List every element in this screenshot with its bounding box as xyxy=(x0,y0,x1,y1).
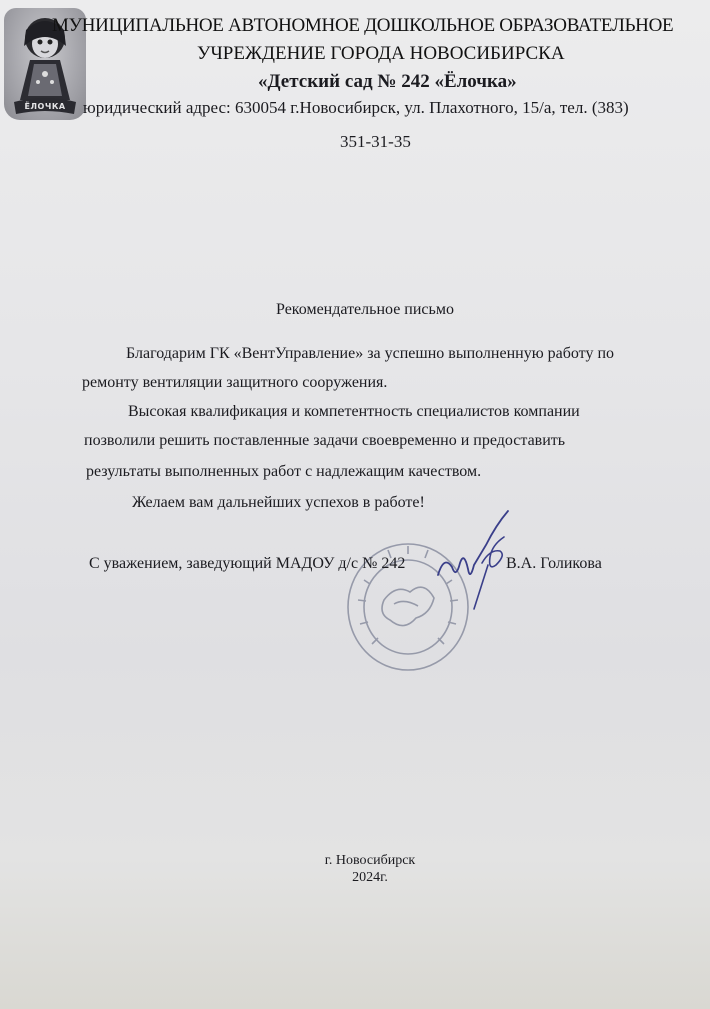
paragraph-2-line-1: Высокая квалификация и компетентность специалистов компании xyxy=(128,403,580,420)
paragraph-3: Желаем вам дальнейших успехов в работе! xyxy=(132,494,425,511)
logo-label: ЁЛОЧКА xyxy=(24,102,66,111)
letter-title: Рекомендательное письмо xyxy=(276,301,454,318)
paragraph-2-line-3: результаты выполненных работ с надлежащим качеством. xyxy=(86,463,482,480)
signatory-name: В.А. Голикова xyxy=(506,555,602,572)
legal-address: юридический адрес: 630054 г.Новосибирск, ул. Плахотного, 15/а, тел. (383) xyxy=(83,98,629,117)
paragraph-2-line-2: позволили решить поставленные задачи своевременно и предоставить xyxy=(84,432,566,449)
org-line-1: МУНИЦИПАЛЬНОЕ АВТОНОМНОЕ ДОШКОЛЬНОЕ ОБРАЗОВАТЕЛЬНОЕ xyxy=(52,15,674,36)
org-name: «Детский сад № 242 «Ёлочка» xyxy=(258,71,517,92)
footer-city: г. Новосибирск xyxy=(324,853,416,868)
paragraph-1-line-1: Благодарим ГК «ВентУправление» за успешно выполненную работу по xyxy=(126,345,615,362)
org-line-2: УЧРЕЖДЕНИЕ ГОРОДА НОВОСИБИРСКА xyxy=(197,43,565,64)
closing-line: С уважением, заведующий МАДОУ д/с № 242 xyxy=(89,555,406,572)
paragraph-1-line-2: ремонту вентиляции защитного сооружения. xyxy=(82,374,388,391)
footer-year: 2024г. xyxy=(352,870,388,885)
phone-continuation: 351-31-35 xyxy=(340,132,411,151)
